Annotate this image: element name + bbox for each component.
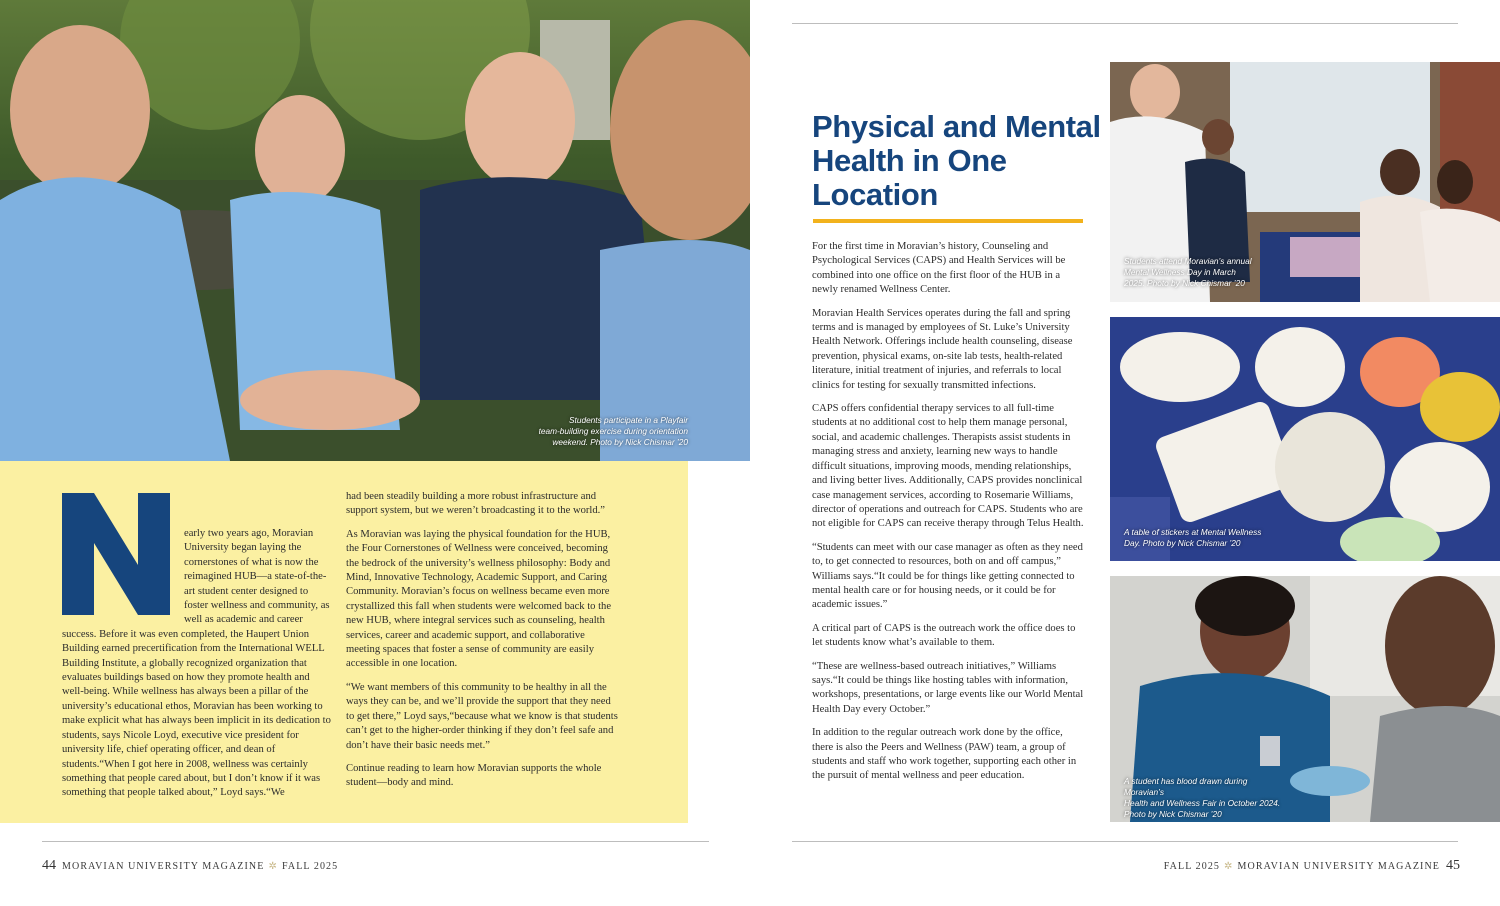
article-paragraph: “Students can meet with our case manager as often as they need to, to get connected to resources, both on and off campus,” Williams says.“It could be for things like getting connected to mental health care or for housing needs, or it could be for academic issues.” — [812, 541, 1083, 611]
photo-wellness-day — [1110, 62, 1500, 302]
drop-cap-letter-n — [62, 493, 170, 615]
intro-paragraph: early two years ago, Moravian University began laying the cornerstones of what is now the reimagined HUB—a state-of-the-art student center designed to foster wellness and community, as well as academic and career success. Before it was even completed, the Haupert Union Building earned precertification from the International WELL Building Institute, a globally recognized organization that evaluates buildings based on how they promote health and well-being. While wellness has always been a pillar of the university’s educational ethos, Moravian has been working to make explicit what has always been implicit in its dedication to students, says Nicole Loyd, executive vice president for university life, chief operating officer, and dean of students.“When I got here in 2008, wellness was certainly something that people cared about, but I don’t know if it was something that people talked about,” Loyd says.“We — [62, 528, 331, 799]
page-number: 45 — [1446, 858, 1460, 873]
issue-label: FALL 2025 — [1163, 861, 1221, 872]
caption-line: Photo by Nick Chismar ’20 — [1124, 809, 1222, 819]
article-paragraph: CAPS offers confidential therapy services to all full-time students at no additional cost to help them manage personal, social, and academic challenges. Therapists assist students in managing stress and anxiety, learning new ways to handle difficult situations, improving moods, mending relationships, and living better lives. Additionally, CAPS provides nonclinical case management services, according to Rosemarie Williams, director of operations and outreach for CAPS. Students who are not eligible for CAPS can receive therapy through Telus Health. — [812, 403, 1084, 530]
magazine-title: MORAVIAN UNIVERSITY MAGAZINE — [62, 861, 265, 872]
headline-accent-bar — [813, 219, 1083, 223]
star-icon: ✲ — [268, 861, 278, 872]
caption-line: Students participate in a Playfair — [569, 415, 688, 425]
hero-photo-playfair — [0, 0, 750, 461]
caption-line: Day. Photo by Nick Chismar ’20 — [1124, 538, 1241, 548]
intro-column-right — [346, 490, 618, 800]
article-paragraph: For the first time in Moravian’s history, Counseling and Psychological Services (CAPS) and Health Services will be combined into one office on the first floor of the HUB in a newly renamed Wellness Center. — [812, 241, 1066, 296]
photo-blood-drawn — [1110, 576, 1500, 822]
intro-paragraph: Continue reading to learn how Moravian supports the whole student—body and mind. — [346, 762, 602, 789]
caption-line: Mental Wellness Day in March — [1124, 267, 1236, 277]
article-paragraph: “These are wellness-based outreach initiatives,” Williams says.“It could be things like hosting tables with information, workshops, presentations, or large events like our World Mental Health Day every October.” — [812, 660, 1084, 715]
article-body — [812, 240, 1084, 793]
article-headline: Physical and Mental Health in One Location — [812, 109, 1101, 212]
photo-stickers — [1110, 317, 1500, 561]
article-paragraph: A critical part of CAPS is the outreach work the office does to let students know what’s available to them. — [812, 622, 1076, 649]
caption-line: A table of stickers at Mental Wellness — [1124, 527, 1262, 537]
drop-cap-text: N — [115, 563, 117, 564]
article-paragraph: In addition to the regular outreach work done by the office, there is also the Peers and Wellness (PAW) team, a group of students and staff who work together, supporting each other in the pursuit of mental wellness and peer education. — [812, 727, 1077, 782]
intro-paragraph: had been steadily building a more robust infrastructure and support system, but we weren’t broadcasting it to the world.” — [346, 491, 606, 517]
caption-line: Health and Wellness Fair in October 2024. — [1124, 798, 1281, 808]
caption-line: A student has blood drawn during Moravian’s — [1124, 776, 1248, 797]
caption-line: Students attend Moravian’s annual — [1124, 256, 1252, 266]
page-number: 44 — [42, 858, 56, 873]
intro-column-left — [62, 493, 332, 810]
photo-blood-drawn-caption — [1124, 776, 1284, 820]
intro-paragraph: As Moravian was laying the physical foundation for the HUB, the Four Cornerstones of Wellness were conceived, becoming the bedrock of the university’s wellness philosophy: Body and Mind, Innovative Technology, Academic Support, and Caring Community. Moravian’s focus on wellness became even more crystallized this fall when students were welcomed back to the new HUB, where integral services such as counseling, health services, career and academic support, and collaborative meeting spaces that foster a sense of community are easily accessible in one location. — [346, 528, 612, 670]
hero-photo-image — [0, 0, 750, 461]
star-icon: ✲ — [1224, 861, 1234, 872]
photo-stickers-caption — [1124, 527, 1284, 549]
drop-cap — [62, 493, 170, 615]
footer-right — [1164, 858, 1460, 874]
article-paragraph: Moravian Health Services operates during the fall and spring terms and is managed by employees of St. Luke’s University Health Network. Offerings include health counseling, disease prevention, physical exams, on-site lab tests, health-related literature, initial treatment of injuries, and referrals to local clinics for testing for sexually transmitted infections. — [812, 307, 1073, 391]
intro-paragraph: “We want members of this community to be healthy in all the ways they can be, and we’ll provide the support that they need to get there,” Loyd says,“because what we know is that students can’t get to the higher-order thinking if they don’t feel safe and don’t have their basic needs met.” — [346, 681, 618, 751]
magazine-title: MORAVIAN UNIVERSITY MAGAZINE — [1237, 861, 1440, 872]
caption-line: team-building exercise during orientation — [538, 426, 688, 436]
photo-stickers-image — [1110, 317, 1500, 561]
caption-line: weekend. Photo by Nick Chismar ’20 — [552, 437, 688, 447]
photo-wellness-day-caption — [1124, 256, 1254, 289]
hero-photo-caption — [488, 415, 688, 448]
top-rule-right — [792, 23, 1458, 24]
issue-label: FALL 2025 — [281, 861, 339, 872]
footer-rule-left — [42, 841, 709, 842]
caption-line: 2025. Photo by Nick Chismar ’20 — [1124, 278, 1245, 288]
footer-left — [42, 858, 338, 874]
footer-rule-right — [792, 841, 1458, 842]
